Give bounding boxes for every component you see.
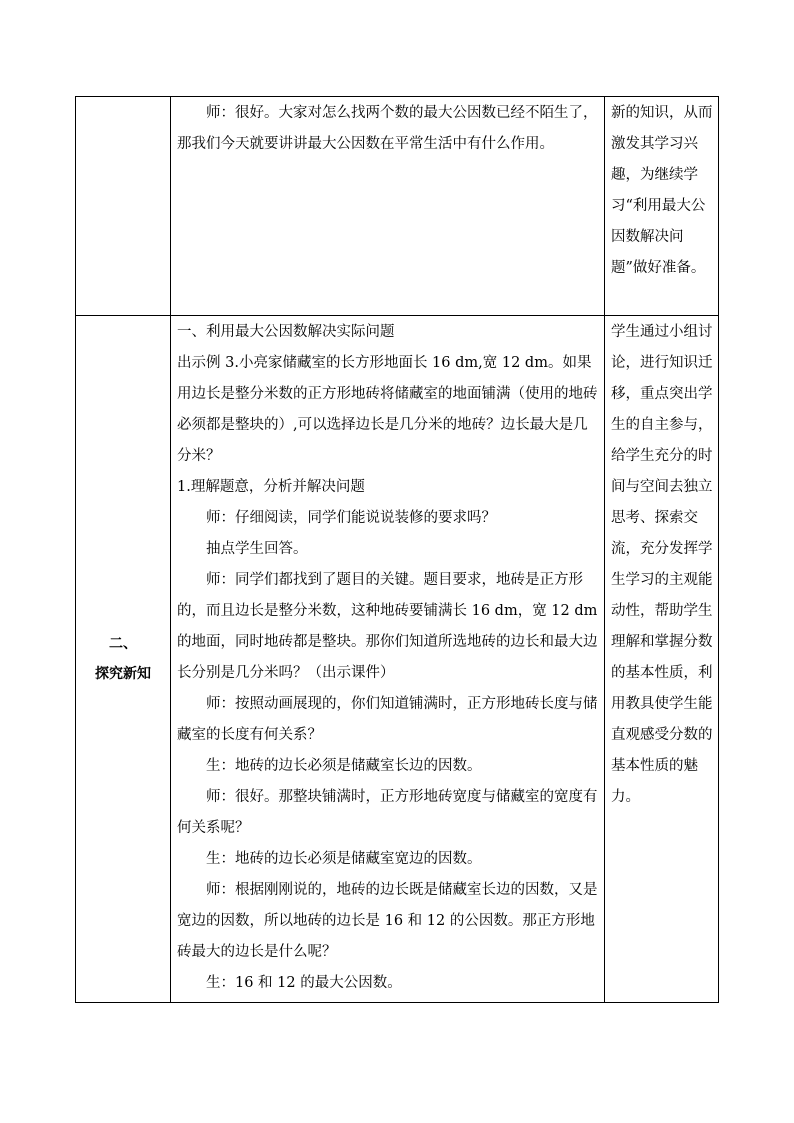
lesson-plan-table [75, 96, 719, 1003]
design-note: 新的知识，从而激发其学习兴趣，为继续学习“利用最大公因数解决问题”做好准备。 [611, 105, 713, 276]
paragraph: 师：按照动画展现的，你们知道铺满时，正方形地砖长度与储藏室的长度有何关系？ [177, 696, 598, 743]
stage-cell [76, 316, 171, 1003]
example-problem: 出示例 3.小亮家储藏室的长方形地面长 16 dm,宽 12 dm。如果用边长是整分米数的正方形地砖将储藏室的地面铺满（使用的地砖必须都是整块的）,可以选择边长是几分米的地砖？边长最大是几分米？ [177, 355, 598, 464]
note-cell [605, 316, 719, 1003]
table-row [76, 316, 719, 1003]
section-heading: 一、利用最大公因数解决实际问题 [177, 324, 395, 340]
paragraph: 师：仔细阅读，同学们能说说装修的要求吗？ [206, 510, 496, 526]
design-note: 学生通过小组讨论，进行知识迁移，重点突出学生的自主参与，给学生充分的时间与空间去独立思考、探索交流，充分发挥学生学习的主观能动性，帮助学生理解和掌握分数的基本性质，利用教具使学生能直观感受分数的基本性质的魅力。 [611, 324, 713, 805]
stage-cell [76, 97, 171, 316]
paragraph: 生：16 和 12 的最大公因数。 [206, 975, 402, 991]
paragraph: 生：地砖的边长必须是储藏室宽边的因数。 [206, 851, 482, 867]
paragraph: 师：很好。大家对怎么找两个数的最大公因数已经不陌生了，那我们今天就要讲讲最大公因数在平常生活中有什么作用。 [177, 105, 598, 152]
step-heading: 1.理解题意，分析并解决问题 [177, 479, 365, 495]
paragraph: 抽点学生回答。 [206, 541, 308, 557]
content-cell [171, 97, 605, 316]
note-cell [605, 97, 719, 316]
paragraph: 师：同学们都找到了题目的关键。题目要求，地砖是正方形的，而且边长是整分米数，这种地砖要铺满长 16 dm，宽 12 dm 的地面，同时地砖都是整块。那你们知道所选地砖的边长和最大边长分别是几分米吗？（出示课件） [177, 572, 598, 681]
stage-number: 二、 [109, 636, 137, 652]
paragraph: 生：地砖的边长必须是储藏室长边的因数。 [206, 758, 482, 774]
paragraph: 师：很好。那整块铺满时，正方形地砖宽度与储藏室的宽度有何关系呢？ [177, 789, 598, 836]
content-cell [171, 316, 605, 1003]
stage-title: 探究新知 [95, 666, 151, 682]
table-row [76, 97, 719, 316]
paragraph: 师：根据刚刚说的，地砖的边长既是储藏室长边的因数，又是宽边的因数，所以地砖的边长是 16 和 12 的公因数。那正方形地砖最大的边长是什么呢？ [177, 882, 598, 960]
